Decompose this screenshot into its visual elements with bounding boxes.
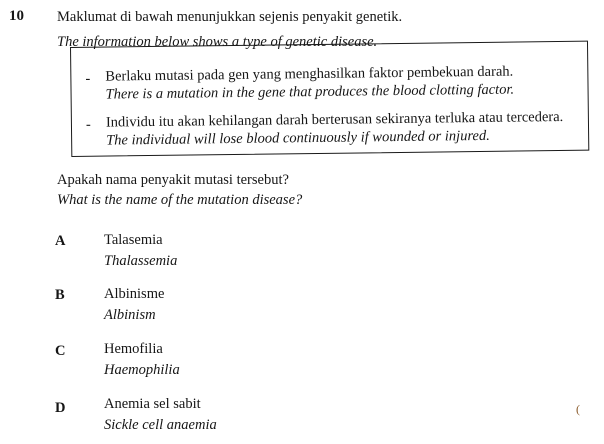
option-c-malay: Hemofilia	[104, 341, 163, 357]
bullet-1-english: There is a mutation in the gene that produces the blood clotting factor.	[105, 81, 515, 103]
option-d-english: Sickle cell anaemia	[104, 417, 217, 433]
prompt-english: What is the name of the mutation disease?	[57, 192, 303, 208]
stray-mark: (	[576, 402, 580, 416]
option-a-english: Thalassemia	[104, 253, 178, 269]
bullet-2-english: The individual will lose blood continuously if wounded or injured.	[106, 127, 490, 149]
option-d-malay: Anemia sel sabit	[104, 396, 201, 412]
bullet-1-symbol: -	[85, 70, 91, 87]
intro-malay: Maklumat di bawah menunjukkan sejenis penyakit genetik.	[57, 9, 403, 25]
bullet-2-symbol: -	[85, 116, 91, 133]
option-b-letter: B	[55, 287, 65, 303]
option-b-english: Albinism	[104, 307, 156, 323]
intro-english: The information below shows a type of genetic disease.	[57, 34, 378, 50]
question-number: 10	[9, 8, 24, 24]
option-a-malay: Talasemia	[104, 232, 163, 248]
prompt-malay: Apakah nama penyakit mutasi tersebut?	[57, 172, 289, 188]
option-c-english: Haemophilia	[104, 362, 180, 378]
bullet-2-malay: Individu itu akan kehilangan darah berterusan sekiranya terluka atau tercedera.	[105, 108, 564, 131]
option-a-letter: A	[55, 233, 66, 249]
option-c-letter: C	[55, 343, 66, 359]
option-b-malay: Albinisme	[104, 286, 165, 302]
bullet-1-malay: Berlaku mutasi pada gen yang menghasilkan faktor pembekuan darah.	[105, 63, 514, 85]
option-d-letter: D	[55, 400, 66, 416]
info-box	[70, 41, 589, 157]
